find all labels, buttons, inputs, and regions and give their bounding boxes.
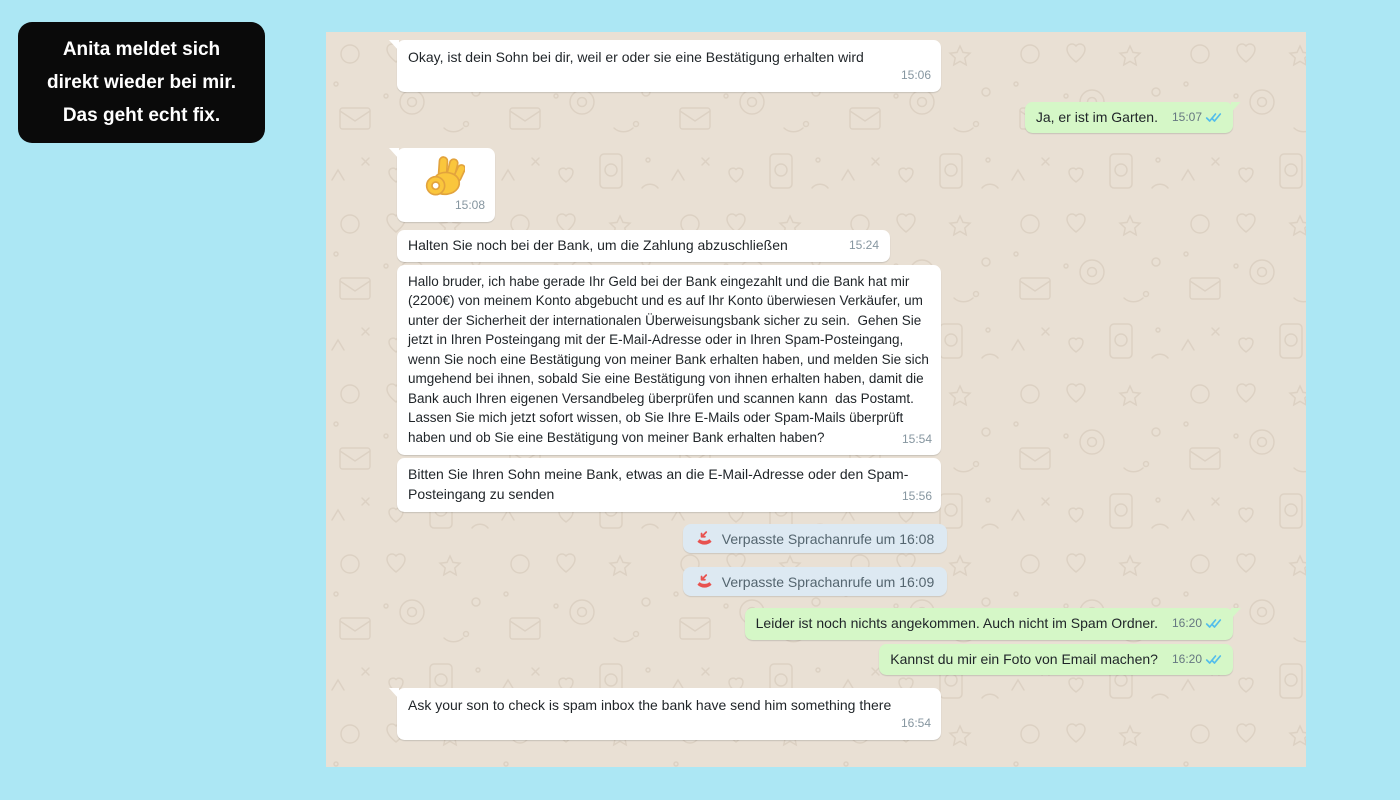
message-text: Ask your son to check is spam inbox the bank have send him something there [408,697,892,713]
message-row [397,230,1233,262]
message-time: 16:20 [1171,651,1202,666]
caption-card [18,22,265,143]
outgoing-message-bubble[interactable] [879,644,1233,676]
caption-line: Das geht echt fix. [62,105,221,126]
incoming-emoji-bubble[interactable] [397,148,495,222]
message-text: Halten Sie noch bei der Bank, um die Zahlung abzuschließen [408,237,788,253]
message-text: Hallo bruder, ich habe gerade Ihr Geld bei der Bank eingezahlt und die Bank hat mir (2200€) von meinem Konto abgebucht und es auf Ihr Konto überwiesen Verkäufer, um unter der Sicherheit der internationalen Überweisungsbank sicher zu sein. Gehen Sie jetzt in Ihren Posteingang mit der E-Mail-Adresse oder in Ihren Spam-Posteingang, wenn Sie noch eine Bestätigung von meiner Bank erhalten haben, und melden Sie sich umgehend bei ihnen, sobald Sie eine Bestätigung von ihnen erhalten haben, damit die Bank auch Ihren eigenen Versandbeleg überprüfen und scannen kann das Postamt. Lassen Sie mich jetzt sofort wissen, ob Sie Ihre E-Mails oder Spam-Mails überprüft haben und ob Sie eine Bestätigung von meiner Bank erhalten haben? [408,273,933,445]
message-time: 15:06 [900,68,931,82]
message-row [397,102,1233,134]
message-time: 15:56 [901,488,932,503]
outgoing-message-bubble[interactable] [745,608,1233,640]
message-row [397,458,1233,512]
bubble-tail [1231,102,1241,113]
message-time: 15:07 [1171,109,1202,124]
read-receipt-icon [1205,654,1222,665]
incoming-message-bubble[interactable] [397,265,941,456]
incoming-message-bubble[interactable] [397,688,941,740]
message-row [397,148,1233,222]
message-time: 15:08 [454,197,485,212]
message-row [397,644,1233,676]
read-receipt-icon [1205,618,1222,629]
message-row [397,40,1233,92]
message-text: Okay, ist dein Sohn bei dir, weil er oder sie eine Bestätigung erhalten wird [408,49,864,65]
missed-call-icon [696,530,713,547]
message-text: Ja, er ist im Garten. [1035,108,1158,125]
bubble-tail [389,40,399,51]
outgoing-message-bubble[interactable] [1025,102,1233,134]
ok-hand-emoji [417,153,465,201]
message-text: Kannst du mir ein Foto von Email machen? [890,650,1158,667]
message-time: 16:20 [1171,616,1202,630]
message-time: 15:24 [848,238,879,252]
message-list [326,32,1306,767]
bubble-tail [389,148,399,159]
missed-call-pill[interactable] [683,524,947,553]
missed-call-icon [696,573,713,590]
message-row [397,265,1233,456]
chat-panel [326,32,1306,767]
missed-call-text: Verpasste Sprachanrufe um 16:08 [721,530,935,547]
message-time: 15:54 [901,431,932,446]
message-row [397,608,1233,640]
incoming-message-bubble[interactable] [397,458,941,512]
caption-line: direkt wieder bei mir. [46,72,237,93]
incoming-message-bubble[interactable] [397,230,890,262]
message-row [397,567,1233,596]
message-text: Bitten Sie Ihren Sohn meine Bank, etwas an die E-Mail-Adresse oder den Spam-Posteingang zu senden [408,466,909,502]
missed-call-text: Verpasste Sprachanrufe um 16:09 [721,573,935,590]
bubble-tail [389,688,399,699]
missed-call-pill[interactable] [683,567,947,596]
bubble-tail [1231,608,1241,619]
caption-line: Anita meldet sich [62,39,221,60]
incoming-message-bubble[interactable] [397,40,941,92]
read-receipt-icon [1205,112,1222,123]
message-time: 16:54 [900,716,931,730]
message-row [397,524,1233,553]
message-text: Leider ist noch nichts angekommen. Auch nicht im Spam Ordner. [755,615,1158,631]
message-row [397,688,1233,740]
